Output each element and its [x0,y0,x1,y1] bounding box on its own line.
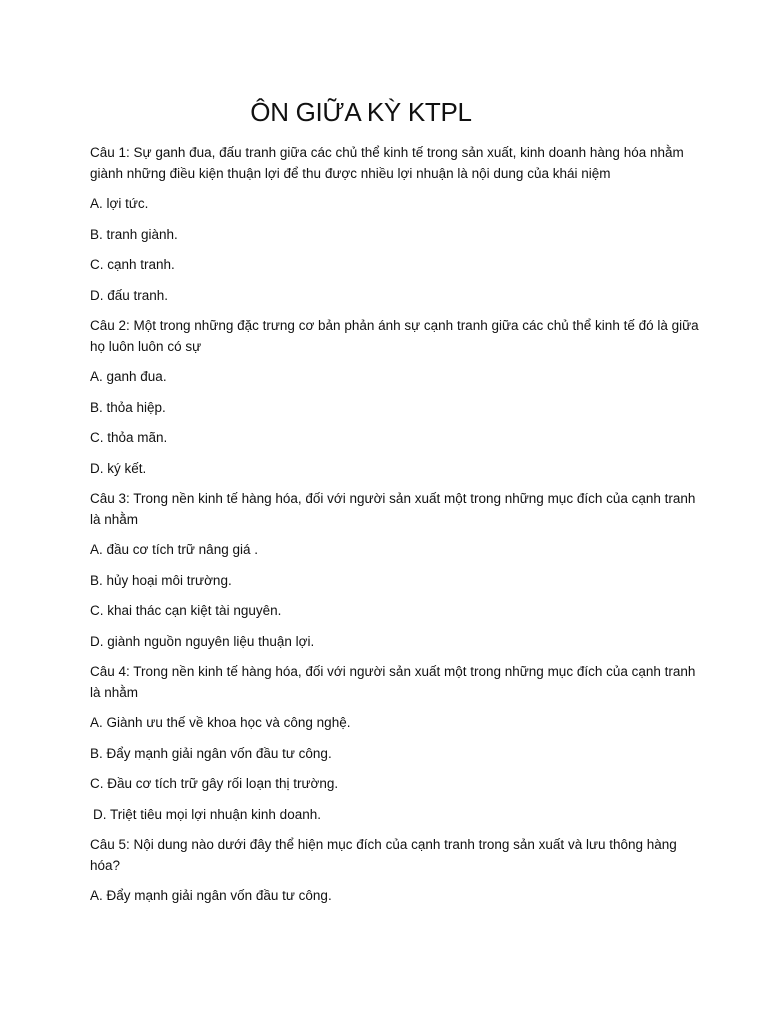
question-1 [90,143,700,306]
question-4 [90,662,700,825]
option-a: A. Giành ưu thế về khoa học và công nghệ. [90,715,351,730]
question-2 [90,316,700,479]
option-a: A. ganh đua. [90,369,167,384]
option-a: A. lợi tức. [90,196,149,211]
option-d: D. đấu tranh. [90,287,169,303]
question-text: Câu 5: Nội dung nào dưới đây thể hiện mục đích của cạnh tranh trong sản xuất và lưu thông hàng hóa? [90,837,677,873]
option-a: A. đầu cơ tích trữ nâng giá . [90,542,258,557]
option-b: B. hủy hoại môi trường. [90,572,232,588]
option-d: D. Triệt tiêu mọi lợi nhuận kinh doanh. [93,806,321,822]
page-title: ÔN GIỮA KỲ KTPL [250,97,472,127]
option-c: C. Đầu cơ tích trữ gây rối loạn thị trường. [90,776,339,791]
option-d: D. giành nguồn nguyên liệu thuận lợi. [90,633,315,649]
question-3 [90,489,700,652]
question-list [90,143,700,917]
option-c: C. khai thác cạn kiệt tài nguyên. [90,603,282,618]
question-text: Câu 4: Trong nền kinh tế hàng hóa, đối với người sản xuất một trong những mục đích của cạnh tranh là nhằm [90,664,696,700]
question-5 [90,835,700,907]
option-a: A. Đẩy mạnh giải ngân vốn đầu tư công. [90,888,332,903]
question-text: Câu 2: Một trong những đặc trưng cơ bản phản ánh sự cạnh tranh giữa các chủ thể kinh tế đó là giữa họ luôn luôn có sự [90,318,699,354]
option-b: B. thỏa hiệp. [90,399,166,415]
question-text: Câu 3: Trong nền kinh tế hàng hóa, đối với người sản xuất một trong những mục đích của cạnh tranh là nhằm [90,491,696,527]
option-b: B. Đẩy mạnh giải ngân vốn đầu tư công. [90,745,332,761]
option-d: D. ký kết. [90,460,147,476]
option-b: B. tranh giành. [90,226,178,242]
option-c: C. thỏa mãn. [90,430,168,445]
option-c: C. cạnh tranh. [90,257,175,272]
question-text: Câu 1: Sự ganh đua, đấu tranh giữa các chủ thể kinh tế trong sản xuất, kinh doanh hàng hóa nhằm giành những điều kiện thuận lợi để thu được nhiều lợi nhuận là nội dung của khái niệm [90,145,684,181]
